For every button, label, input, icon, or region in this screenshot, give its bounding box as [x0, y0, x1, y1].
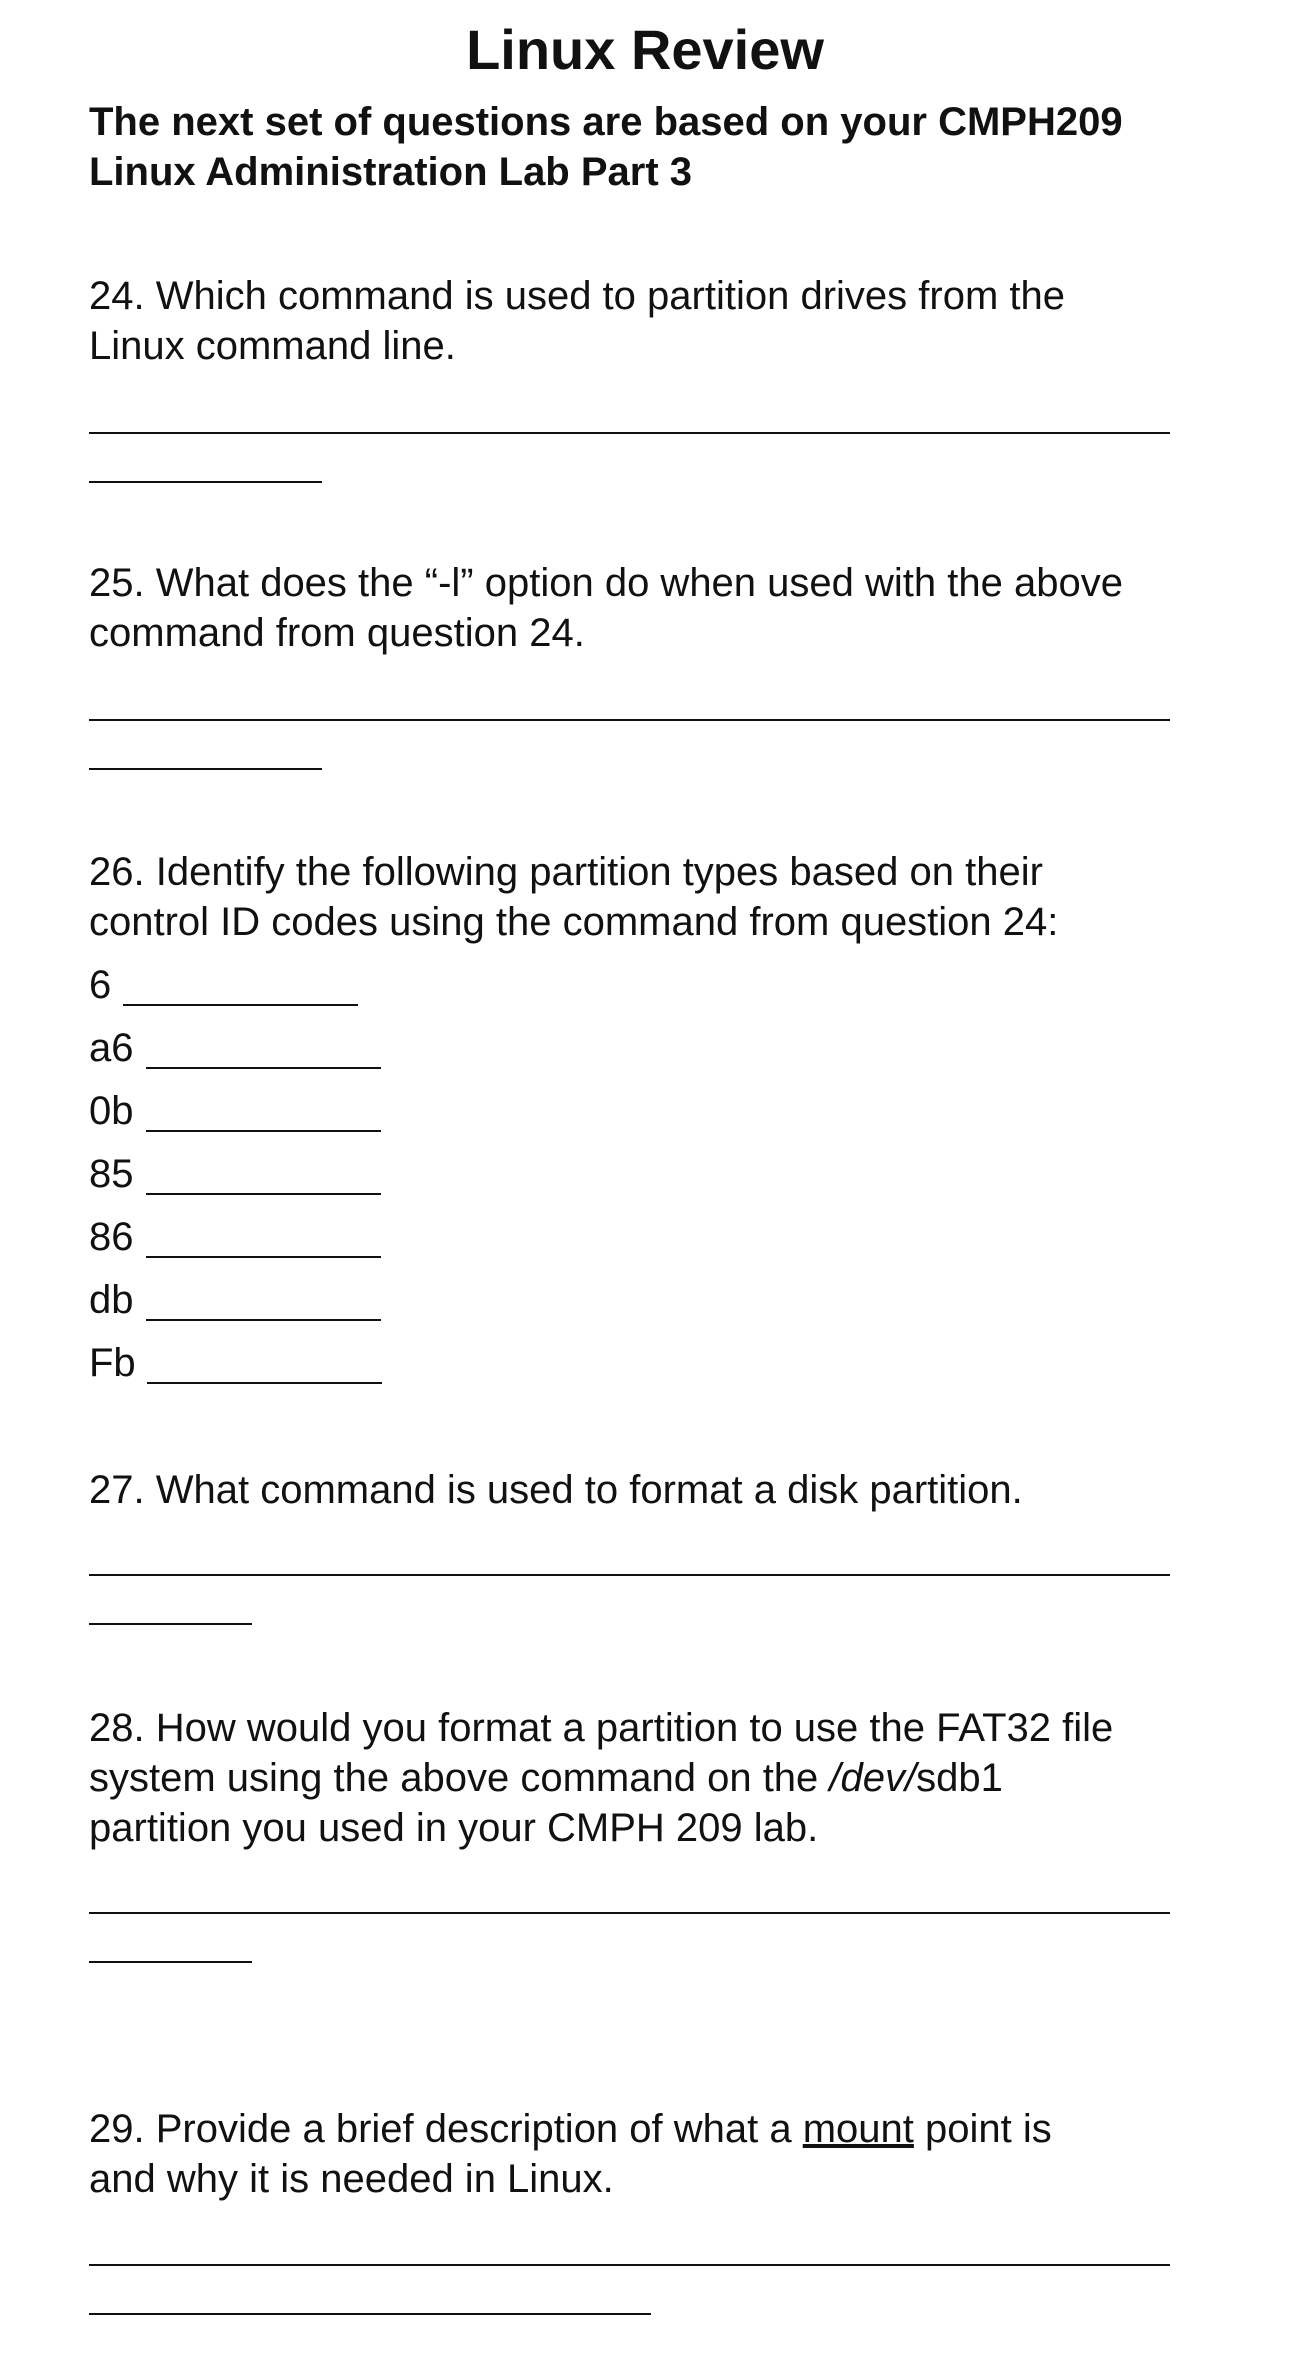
question-24-line-1: 24. Which command is used to partition drives from the — [89, 274, 1065, 318]
question-28-line-2 — [89, 1753, 1239, 1803]
partition-code-label: a6 — [89, 1026, 134, 1070]
question-28 — [89, 1703, 1239, 1853]
answer-line-29a[interactable] — [89, 2264, 1170, 2266]
question-28-line-3: partition you used in your CMPH 209 lab. — [89, 1806, 819, 1850]
question-27-line-1: 27. What command is used to format a disk partition. — [89, 1468, 1023, 1512]
partition-code-row — [89, 1275, 134, 1325]
question-24-line-2: Linux command line. — [89, 324, 456, 368]
partition-code-row — [89, 1023, 134, 1073]
question-29-text-end: point is — [913, 2107, 1052, 2151]
partition-code-blank[interactable] — [147, 1382, 382, 1384]
device-path-italic: /dev/ — [829, 1756, 917, 1800]
partition-code-row — [89, 1149, 134, 1199]
partition-code-label: Fb — [89, 1341, 136, 1385]
question-26 — [89, 847, 1239, 947]
partition-code-blank[interactable] — [146, 1256, 381, 1258]
question-25-line-2: command from question 24. — [89, 611, 585, 655]
partition-code-label: db — [89, 1278, 134, 1322]
question-27 — [89, 1465, 1239, 1515]
section-intro-line-1: The next set of questions are based on your CMPH209 — [89, 100, 1123, 144]
question-25-line-1: 25. What does the “-l” option do when used with the above — [89, 561, 1123, 605]
answer-line-29b[interactable] — [89, 2313, 651, 2315]
partition-code-row — [89, 960, 111, 1010]
device-name: sdb1 — [916, 1756, 1003, 1800]
partition-code-blank[interactable] — [123, 1004, 358, 1006]
partition-code-label: 6 — [89, 963, 112, 1007]
question-24 — [89, 271, 1239, 371]
partition-code-blank[interactable] — [146, 1130, 381, 1132]
question-29-line-2: and why it is needed in Linux. — [89, 2157, 614, 2201]
partition-code-row — [89, 1212, 134, 1262]
page-title: Linux Review — [466, 18, 824, 81]
partition-code-blank[interactable] — [146, 1319, 381, 1321]
answer-line-27b[interactable] — [89, 1623, 252, 1625]
answer-line-28b[interactable] — [89, 1961, 252, 1963]
partition-code-blank[interactable] — [146, 1193, 381, 1195]
answer-line-28a[interactable] — [89, 1912, 1170, 1914]
partition-code-row — [89, 1086, 134, 1136]
answer-line-25b[interactable] — [89, 768, 322, 770]
mount-term-underlined: mount — [802, 2107, 914, 2151]
question-28-text: system using the above command on the — [89, 1756, 830, 1800]
question-26-line-1: 26. Identify the following partition types based on their — [89, 850, 1043, 894]
partition-code-label: 85 — [89, 1152, 134, 1196]
question-29-text: 29. Provide a brief description of what a — [89, 2107, 803, 2151]
question-28-line-1: 28. How would you format a partition to use the FAT32 file — [89, 1706, 1114, 1750]
answer-line-24b[interactable] — [89, 481, 322, 483]
answer-line-27a[interactable] — [89, 1574, 1170, 1576]
question-25 — [89, 558, 1239, 658]
question-29 — [89, 2104, 1239, 2204]
partition-code-label: 86 — [89, 1215, 134, 1259]
question-29-line-1 — [89, 2104, 1239, 2154]
partition-code-blank[interactable] — [146, 1067, 381, 1069]
answer-line-25a[interactable] — [89, 719, 1170, 721]
question-26-line-2: control ID codes using the command from question 24: — [89, 900, 1059, 944]
partition-code-label: 0b — [89, 1089, 134, 1133]
partition-code-row — [89, 1338, 136, 1388]
section-intro — [89, 97, 1229, 197]
section-intro-line-2: Linux Administration Lab Part 3 — [89, 150, 693, 194]
answer-line-24a[interactable] — [89, 432, 1170, 434]
